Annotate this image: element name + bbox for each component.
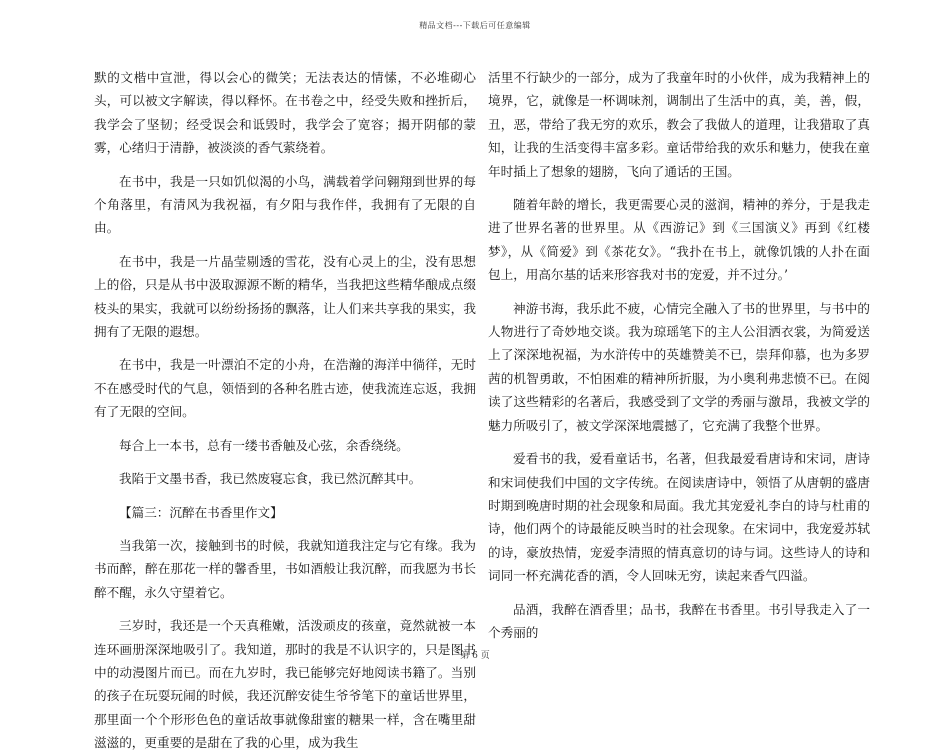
paragraph: 在书中，我是一片晶莹剔透的雪花，没有心灵上的尘，没有思想上的俗，只是从书中汲取源源不断的精华，当我把这些精华酿成点缀枝头的果实，我就可以纷纷扬扬的飘落，让人们来共享我的果实，我拥有了无限的遐想。 [94,253,476,340]
right-column [488,66,870,644]
paragraph: 神游书海，我乐此不疲，心情完全融入了书的世界里，与书中的人物进行了奇妙地交谈。我为琼瑶笔下的主人公泪洒衣裳，为简爱送上了深深地祝福，为水浒传中的英雄赞美不已，崇拜仰慕，也为多罗茜的机智勇敢，不怕困难的精神所折服，为小奥利弗悲愤不已。在阅读了这些精彩的名著后，我感受到了文学的秀丽与激昂，我被文学的魅力所吸引了，被文学深深地震撼了，它充满了我整个世界。 [488,300,870,433]
paragraph: 我陷于文墨书香，我已然废寝忘食，我已然沉醉其中。 [119,471,422,487]
paragraph: 每合上一本书，总有一缕书香触及心弦，余香绕绕。 [119,437,409,453]
paragraph: 品酒，我醉在酒香里；品书，我醉在书香里。书引导我走入了一个秀丽的 [488,601,870,640]
paragraph: 在书中，我是一只如饥似渴的小鸟，满载着学问翱翔到世界的每个角落里，有清风为我祝福，有夕阳与我作伴，我拥有了无限的自由。 [94,173,476,236]
section-heading: 【篇三：沉醉在书香里作文】 [119,504,283,520]
page-number: 第 6 页 [460,651,490,661]
paragraph: 在书中，我是一叶漂泊不定的小舟，在浩瀚的海洋中徜徉，无时不在感受时代的气息，领悟到的各种名胜古迹，使我流连忘返，我拥有了无限的空间。 [94,357,476,420]
paragraph: 三岁时，我还是一个天真稚嫩，活泼顽皮的孩童，竟然就被一本连环画册深深地吸引了。我知道，那时的我是不认识字的，只是图书中的动漫图片而已。而在九岁时，我已能够完好地阅读书籍了。当别的孩子在玩耍玩闹的时候，我还沉醉安徒生爷爷笔下的童话世界里，那里面一个个形形色色的童话故事就像甜蜜的糖果一样，含在嘴里甜滋滋的，更重要的是甜在了我的心里，成为我生 [94,618,476,751]
paragraph: 随着年龄的增长，我更需要心灵的滋润，精神的养分，于是我走进了世界名著的世界里。从《西游记》到《三国演义》再到《红楼梦》，从《简爱》到《茶花女》。“我扑在书上，就像饥饿的人扑在面包上，用高尔基的话来形容我对书的宠爱，并不过分。’ [488,197,870,283]
page-header: 精品文档---下载后可任意编辑 [419,21,531,30]
paragraph: 爱看书的我，爱看童话书，名著，但我最爱看唐诗和宋词，唐诗和宋词使我们中国的文字传统。在阅读唐诗中，领悟了从唐朝的盛唐时期到晚唐时期的社会现象和局面。我尤其宠爱礼李白的诗与杜甫的诗，他们两个的诗最能反映当时的社会现象。在宋词中，我宠爱苏轼的诗，豪放热情，宠爱李清照的情真意切的诗与词。这些诗人的诗和词同一杯充满花香的酒，令人回味无穷，读起来香气四溢。 [488,451,870,584]
paragraph-continuation: 默的文楷中宣泄，得以会心的微笑；无法表达的情愫，不必堆砌心头，可以被文字解读，得以释怀。在书卷之中，经受失败和挫折后，我学会了坚韧；经受误会和诋毁时，我学会了宽容；揭开阴郁的蒙雾，心绪归于清静，被淡淡的香气萦绕着。 [94,70,476,156]
paragraph: 当我第一次，接触到书的时候，我就知道我注定与它有缘。我为书而醉，醉在那花一样的馨香里，书如酒般让我沉醉，而我愿为书长醉不醒，永久守望着它。 [94,537,476,600]
paragraph-continuation: 活里不行缺少的一部分，成为了我童年时的小伙伴，成为我精神上的境界，它，就像是一杯调味剂，调制出了生活中的真，美，善，假，丑，恶，带给了我无穷的欢乐，教会了我做人的道理，让我猎取了真知，让我的生活变得丰富多彩。童话带给我的欢乐和魅力，使我在童年时插上了想象的翅膀，飞向了通话的王国。 [488,70,870,179]
